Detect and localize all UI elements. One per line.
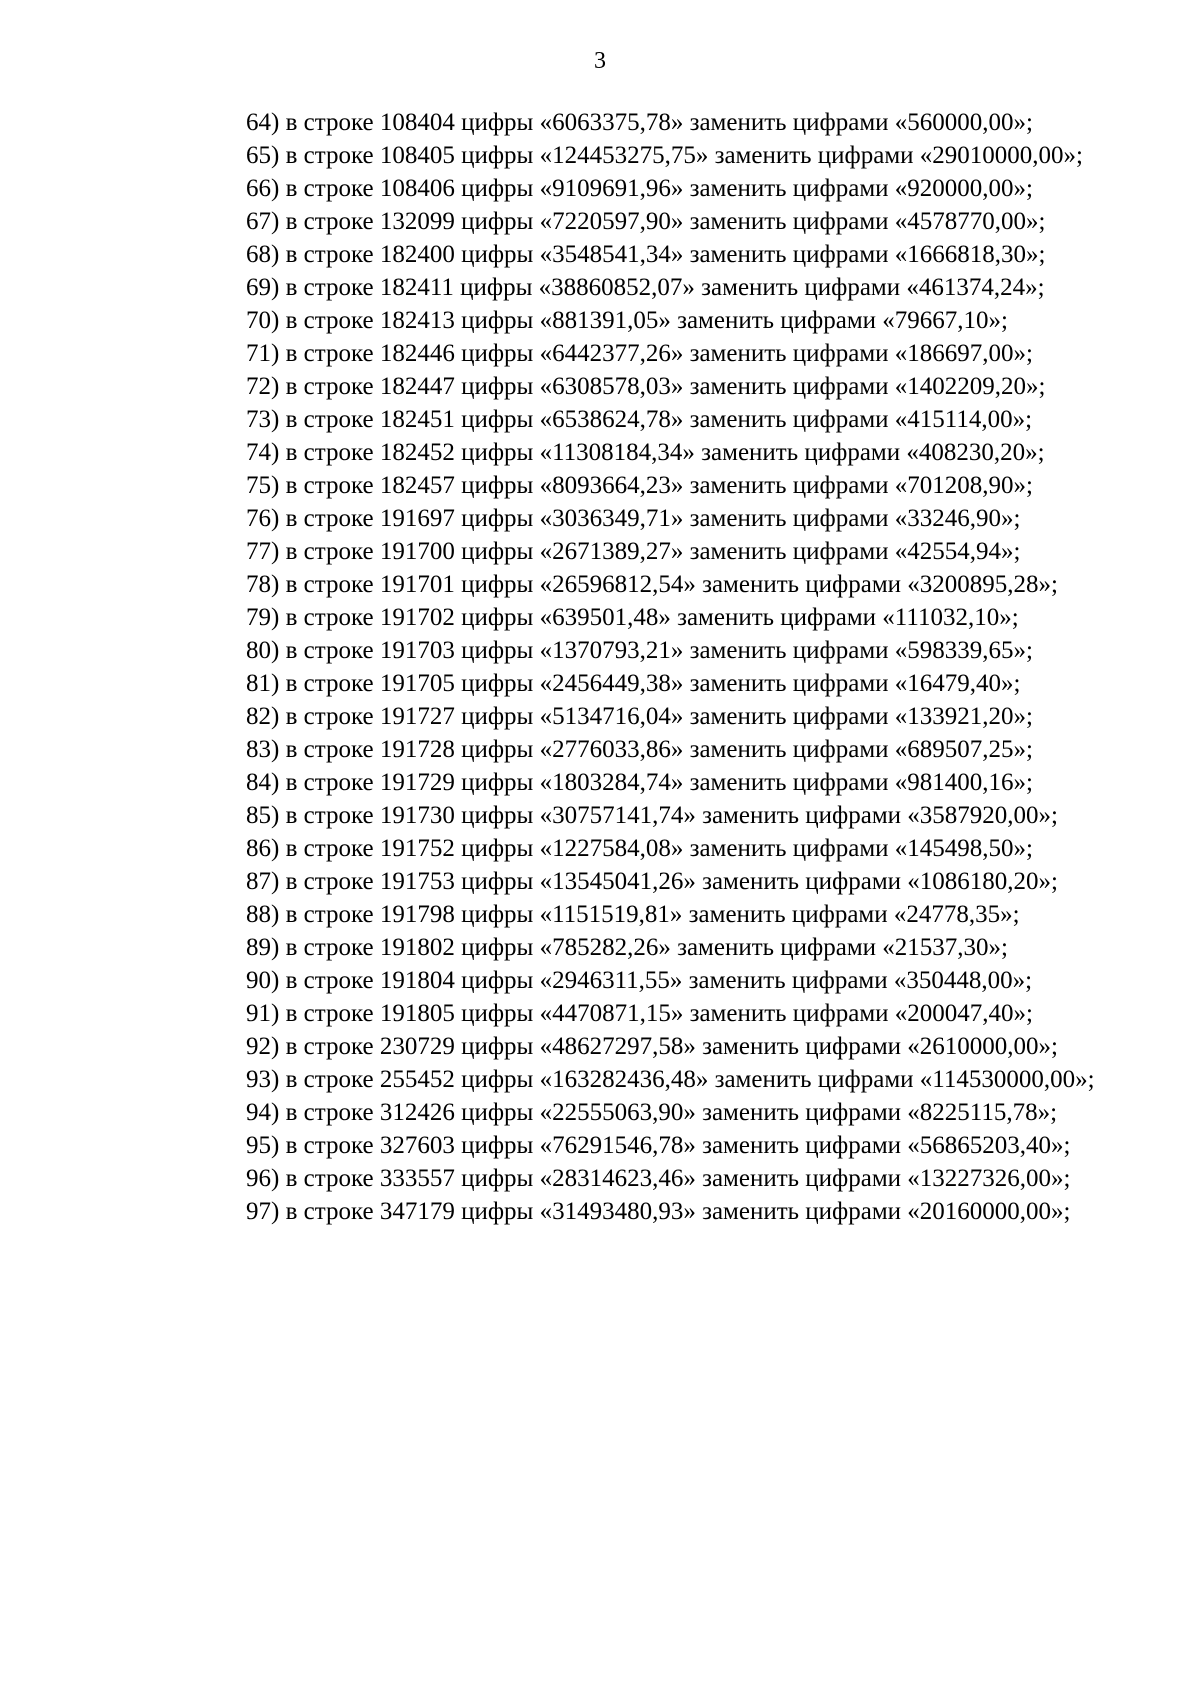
amendment-item: 67) в строке 132099 цифры «7220597,90» заменить цифрами «4578770,00»; xyxy=(246,208,1046,235)
amendment-item: 92) в строке 230729 цифры «48627297,58» заменить цифрами «2610000,00»; xyxy=(246,1033,1058,1060)
amendment-item: 70) в строке 182413 цифры «881391,05» заменить цифрами «79667,10»; xyxy=(246,307,1008,334)
amendment-item: 64) в строке 108404 цифры «6063375,78» заменить цифрами «560000,00»; xyxy=(246,109,1033,136)
amendment-item: 78) в строке 191701 цифры «26596812,54» заменить цифрами «3200895,28»; xyxy=(246,571,1058,598)
amendment-item: 83) в строке 191728 цифры «2776033,86» заменить цифрами «689507,25»; xyxy=(246,736,1033,763)
amendment-item: 93) в строке 255452 цифры «163282436,48» заменить цифрами «114530000,00»; xyxy=(246,1066,1095,1093)
amendment-item: 71) в строке 182446 цифры «6442377,26» заменить цифрами «186697,00»; xyxy=(246,340,1033,367)
amendment-item: 75) в строке 182457 цифры «8093664,23» заменить цифрами «701208,90»; xyxy=(246,472,1033,499)
amendment-item: 82) в строке 191727 цифры «5134716,04» заменить цифрами «133921,20»; xyxy=(246,703,1033,730)
amendment-item: 96) в строке 333557 цифры «28314623,46» заменить цифрами «13227326,00»; xyxy=(246,1165,1071,1192)
amendment-item: 81) в строке 191705 цифры «2456449,38» заменить цифрами «16479,40»; xyxy=(246,670,1021,697)
amendment-item: 87) в строке 191753 цифры «13545041,26» заменить цифрами «1086180,20»; xyxy=(246,868,1058,895)
amendment-item: 89) в строке 191802 цифры «785282,26» заменить цифрами «21537,30»; xyxy=(246,934,1008,961)
amendment-item: 79) в строке 191702 цифры «639501,48» заменить цифрами «111032,10»; xyxy=(246,604,1019,631)
amendment-item: 74) в строке 182452 цифры «11308184,34» заменить цифрами «408230,20»; xyxy=(246,439,1045,466)
amendment-item: 68) в строке 182400 цифры «3548541,34» заменить цифрами «1666818,30»; xyxy=(246,241,1046,268)
amendment-item: 73) в строке 182451 цифры «6538624,78» заменить цифрами «415114,00»; xyxy=(246,406,1033,433)
amendment-item: 88) в строке 191798 цифры «1151519,81» заменить цифрами «24778,35»; xyxy=(246,901,1020,928)
amendment-item: 95) в строке 327603 цифры «76291546,78» заменить цифрами «56865203,40»; xyxy=(246,1132,1071,1159)
amendment-item: 69) в строке 182411 цифры «38860852,07» заменить цифрами «461374,24»; xyxy=(246,274,1045,301)
amendment-item: 72) в строке 182447 цифры «6308578,03» заменить цифрами «1402209,20»; xyxy=(246,373,1046,400)
amendment-item: 66) в строке 108406 цифры «9109691,96» заменить цифрами «920000,00»; xyxy=(246,175,1033,202)
amendment-item: 91) в строке 191805 цифры «4470871,15» заменить цифрами «200047,40»; xyxy=(246,1000,1033,1027)
amendment-item: 77) в строке 191700 цифры «2671389,27» заменить цифрами «42554,94»; xyxy=(246,538,1021,565)
amendment-item: 94) в строке 312426 цифры «22555063,90» заменить цифрами «8225115,78»; xyxy=(246,1099,1058,1126)
amendment-item: 76) в строке 191697 цифры «3036349,71» заменить цифрами «33246,90»; xyxy=(246,505,1021,532)
amendment-item: 84) в строке 191729 цифры «1803284,74» заменить цифрами «981400,16»; xyxy=(246,769,1033,796)
amendment-item: 86) в строке 191752 цифры «1227584,08» заменить цифрами «145498,50»; xyxy=(246,835,1033,862)
amendment-item: 97) в строке 347179 цифры «31493480,93» заменить цифрами «20160000,00»; xyxy=(246,1198,1071,1225)
amendment-item: 65) в строке 108405 цифры «124453275,75» заменить цифрами «29010000,00»; xyxy=(246,142,1083,169)
amendment-item: 80) в строке 191703 цифры «1370793,21» заменить цифрами «598339,65»; xyxy=(246,637,1033,664)
amendment-list xyxy=(174,106,1146,1228)
page-number: 3 xyxy=(594,48,606,74)
amendment-item: 85) в строке 191730 цифры «30757141,74» заменить цифрами «3587920,00»; xyxy=(246,802,1058,829)
amendment-item: 90) в строке 191804 цифры «2946311,55» заменить цифрами «350448,00»; xyxy=(246,967,1033,994)
